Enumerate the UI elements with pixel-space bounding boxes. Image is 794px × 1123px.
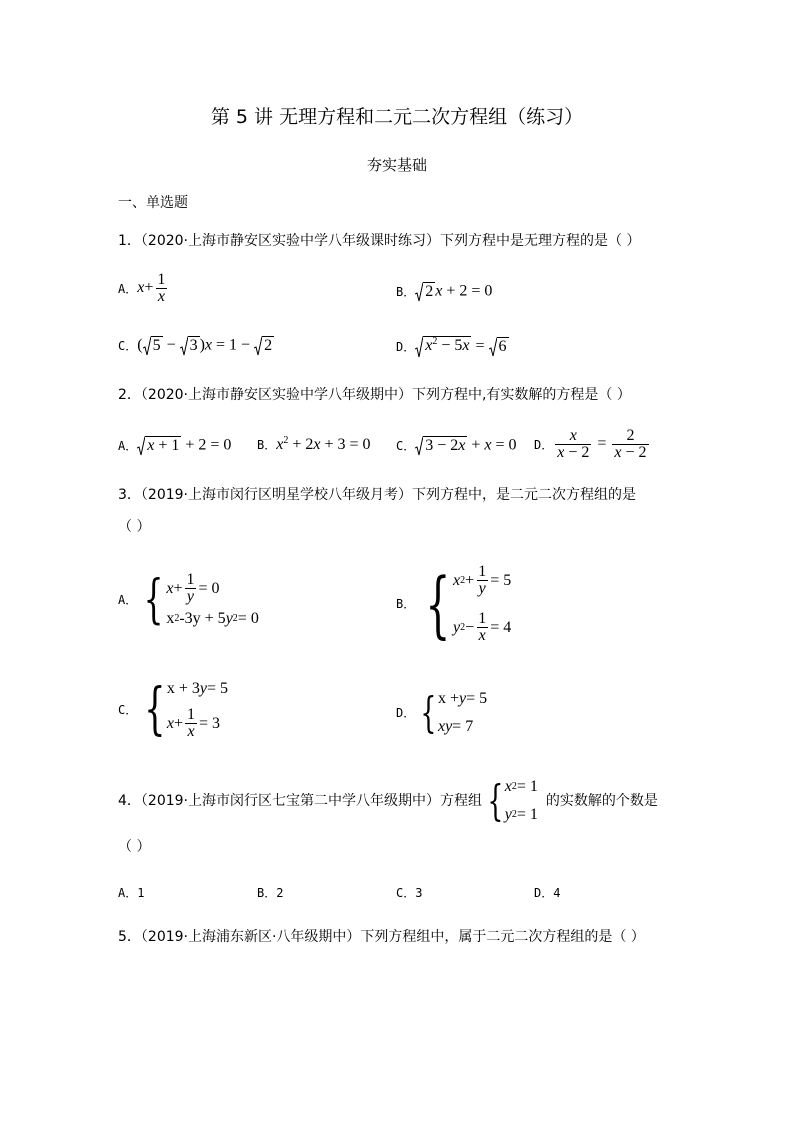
question-2-option-a[interactable] xyxy=(118,436,231,456)
question-1-option-c[interactable] xyxy=(118,336,274,356)
question-5-stem: 5．（2019·上海浦东新区·八年级期中）下列方程组中，属于二元二次方程组的是（ ） xyxy=(118,929,645,945)
equation-system: { x + $\frac{1}{y}$ = 0 x 2 -3y + 5 y 2 = 0 xyxy=(143,570,259,630)
question-1-option-d[interactable] xyxy=(396,336,509,358)
question-4-stem-tail: 的实数解的个数是 xyxy=(545,793,658,809)
option-label: A． xyxy=(118,281,138,296)
formula: ( 5 − 3 )x = 1 − 2 xyxy=(137,336,273,354)
page-title: 第 5 讲 无理方程和二元二次方程组（练习） xyxy=(210,106,584,128)
question-2-option-b[interactable] xyxy=(257,436,371,454)
question-4-stem: 4．（2019·上海市闵行区七宝第二中学八年级期中）方程组 xyxy=(118,793,482,809)
formula: $x^2 + 2x + 3 = 0$ xyxy=(276,435,371,453)
question-3-option-b[interactable] xyxy=(396,564,511,644)
equation-system: { x + 3 y = 5 x + $\frac{1}{x}$ = 3 xyxy=(144,677,229,742)
option-label: B． xyxy=(396,285,416,299)
question-4-option-c[interactable]: C．3 xyxy=(396,886,423,900)
option-label: D． xyxy=(534,437,554,452)
question-4-option-b[interactable]: B．2 xyxy=(257,886,284,900)
formula: 2 x + 2 = 0 xyxy=(415,282,492,302)
equation-system: { x 2 + $\frac{1}{y}$ = 5 y 2 − $\frac{1}{x}$ = 4 xyxy=(425,562,512,646)
option-label: D． xyxy=(396,706,416,720)
question-2-option-d[interactable] xyxy=(534,428,651,461)
option-label: A． xyxy=(118,439,138,453)
page-subtitle: 夯实基础 xyxy=(366,156,427,174)
option-label: D． xyxy=(396,340,416,354)
formula: $x^2 - 5x$ = 6 xyxy=(415,336,508,358)
option-label: C． xyxy=(118,339,138,353)
section-heading: 一、单选题 xyxy=(118,195,188,211)
option-label: B． xyxy=(257,438,277,452)
formula: x + 1 + 2 = 0 xyxy=(137,436,231,456)
question-4-option-a[interactable]: A．1 xyxy=(118,886,145,900)
equation-system: { x + y = 5 xy = 7 xyxy=(420,688,488,737)
formula: $\frac{x}{x - 2}$ = $\frac{2}{x - 2}$ xyxy=(557,427,647,461)
question-1-stem: 1．（2020·上海市静安区实验中学八年级课时练习）下列方程中是无理方程的是（ ） xyxy=(118,233,641,249)
question-1-option-a[interactable] xyxy=(118,272,169,305)
question-3-option-d[interactable] xyxy=(396,690,487,736)
question-3-option-c[interactable] xyxy=(118,677,229,742)
question-1-option-b[interactable] xyxy=(396,282,492,302)
option-label: C． xyxy=(118,703,138,717)
question-3-stem-paren: （ ） xyxy=(118,519,151,535)
question-4-stem-line xyxy=(118,778,658,824)
question-2-stem: 2．（2020·上海市静安区实验中学八年级期中）下列方程中,有实数解的方程是（ ） xyxy=(118,387,631,403)
formula: 3 − 2x + x = 0 xyxy=(415,436,516,456)
question-3-option-a[interactable] xyxy=(118,572,259,628)
question-2-option-c[interactable] xyxy=(396,436,517,456)
question-4-stem-paren: （ ） xyxy=(118,839,151,855)
question-3-stem: 3．（2019·上海市闵行区明星学校八年级月考）下列方程中，是二元二次方程组的是 xyxy=(118,487,636,503)
option-label: C． xyxy=(396,439,416,453)
option-label: B． xyxy=(396,597,416,611)
equation-system: { x 2 = 1 y 2 = 1 xyxy=(487,776,538,825)
formula: x+ $\frac{1}{x}$ xyxy=(137,271,166,305)
question-4-option-d[interactable]: D．4 xyxy=(534,886,561,900)
option-label: A． xyxy=(118,593,138,607)
